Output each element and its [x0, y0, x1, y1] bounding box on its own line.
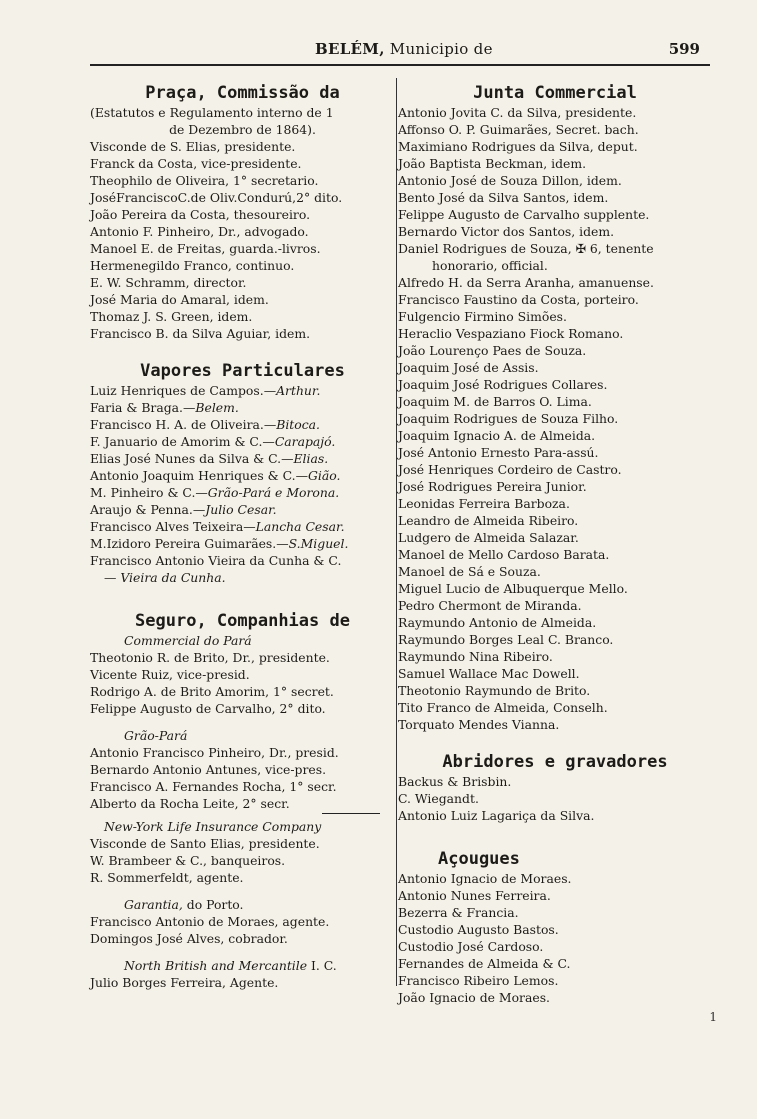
section-title-abridores: Abridores e gravadores: [442, 752, 668, 772]
owner-name: Francisco Alves Teixeira—: [90, 519, 256, 534]
list-item: Leandro de Almeida Ribeiro.: [398, 513, 579, 528]
list-item: João Ignacio de Moraes.: [398, 990, 550, 1005]
owner-name: Luiz Henriques de Campos.—: [90, 383, 277, 398]
list-item: Torquato Mendes Vianna.: [398, 717, 560, 732]
list-item: Backus & Brisbin.: [398, 774, 512, 789]
list-item: Manoel de Mello Cardoso Barata.: [398, 547, 610, 562]
list-item: R. Sommerfeldt, agente.: [90, 870, 244, 885]
vessel-name: Arthur.: [276, 383, 321, 398]
company-name-grao-para: Grão-Pará: [124, 728, 188, 743]
list-item: Bezerra & Francia.: [398, 905, 519, 920]
vessel-name: — Vieira da Cunha.: [104, 570, 226, 585]
list-item: Thomaz J. S. Green, idem.: [90, 309, 253, 324]
list-item: [90, 382, 395, 399]
list-item: Leonidas Ferreira Barboza.: [398, 496, 570, 511]
list-item: C. Wiegandt.: [398, 791, 479, 806]
owner-name: F. Januario de Amorim & C.—: [90, 434, 275, 449]
list-item: Theophilo de Oliveira, 1° secretario.: [90, 173, 319, 188]
list-item: Fulgencio Firmino Simões.: [398, 309, 567, 324]
list-item: Felippe Augusto de Carvalho, 2° dito.: [90, 701, 326, 716]
list-item: Raymundo Borges Leal C. Branco.: [398, 632, 614, 647]
list-item: José Henriques Cordeiro de Castro.: [398, 462, 622, 477]
list-item: Franck da Costa, vice-presidente.: [90, 156, 302, 171]
section-title-junta: Junta Commercial: [473, 83, 637, 103]
owner-name: Araujo & Penna.—: [90, 502, 206, 517]
list-item: João Pereira da Costa, thesoureiro.: [90, 207, 311, 222]
list-item: José Maria do Amaral, idem.: [90, 292, 269, 307]
list-item: [90, 552, 395, 569]
list-item: [90, 518, 395, 535]
list-item: João Baptista Beckman, idem.: [398, 156, 587, 171]
list-item: Bernardo Victor dos Santos, idem.: [398, 224, 615, 239]
list-item: Joaquim José Rodrigues Collares.: [398, 377, 608, 392]
vessel-name: Gião.: [307, 468, 341, 483]
company-name-commercial: Commercial do Pará: [124, 633, 252, 648]
list-item: Custodio Augusto Bastos.: [398, 922, 559, 937]
list-item: Francisco Antonio de Moraes, agente.: [90, 914, 330, 929]
list-item: Hermenegildo Franco, continuo.: [90, 258, 295, 273]
list-item: Antonio Nunes Ferreira.: [398, 888, 551, 903]
owner-name: M.Izidoro Pereira Guimarães.—: [90, 536, 289, 551]
owner-name: Faria & Braga.—: [90, 400, 196, 415]
company-name: Garantia,: [124, 897, 183, 912]
list-item: E. W. Schramm, director.: [90, 275, 247, 290]
list-item: Heraclio Vespaziano Fiock Romano.: [398, 326, 624, 341]
list-item: Visconde de S. Elias, presidente.: [90, 139, 296, 154]
section-title-vapores: Vapores Particulares: [140, 361, 345, 381]
praca-note-cont: de Dezembro de 1864).: [169, 122, 316, 137]
list-item: Francisco Ribeiro Lemos.: [398, 973, 559, 988]
list-item: Bento José da Silva Santos, idem.: [398, 190, 609, 205]
list-item: João Lourenço Paes de Souza.: [398, 343, 587, 358]
list-item: Bernardo Antonio Antunes, vice-pres.: [90, 762, 327, 777]
list-item: Antonio Ignacio de Moraes.: [398, 871, 572, 886]
city-name: BELÉM,: [315, 40, 385, 58]
list-item: Theotonio Raymundo de Brito.: [398, 683, 591, 698]
company-place: do Porto.: [182, 897, 244, 912]
list-item: [90, 399, 395, 416]
list-item: Affonso O. P. Guimarães, Secret. bach.: [398, 122, 639, 137]
company-suffix: I. C.: [307, 958, 337, 973]
list-item: [90, 433, 395, 450]
list-item: Domingos José Alves, cobrador.: [90, 931, 288, 946]
vessel-name: Carapajó.: [274, 434, 336, 449]
list-item: Miguel Lucio de Albuquerque Mello.: [398, 581, 628, 596]
list-item: Joaquim M. de Barros O. Lima.: [398, 394, 592, 409]
list-item: [90, 416, 395, 433]
list-item: [90, 484, 395, 501]
list-item: Samuel Wallace Mac Dowell.: [398, 666, 580, 681]
list-item: Antonio F. Pinheiro, Dr., advogado.: [90, 224, 309, 239]
list-item: JoséFranciscoC.de Oliv.Condurú,2° dito.: [90, 190, 343, 205]
owner-name: Elias José Nunes da Silva & C.—: [90, 451, 294, 466]
list-item: Custodio José Cardoso.: [398, 939, 544, 954]
list-item: Alberto da Rocha Leite, 2° secr.: [90, 796, 290, 811]
section-title-acougues: Açougues: [438, 849, 520, 869]
list-item: Daniel Rodrigues de Souza, ✠ 6, tenente: [398, 241, 654, 256]
list-item: Manoel E. de Freitas, guarda.-livros.: [90, 241, 321, 256]
list-item: Francisco Faustino da Costa, porteiro.: [398, 292, 639, 307]
running-head-subtitle: Municipio de: [389, 40, 493, 58]
owner-name: Antonio Joaquim Henriques & C.—: [90, 468, 308, 483]
vessel-name: Belem.: [195, 400, 239, 415]
running-head: [315, 40, 493, 58]
list-item: Antonio Jovita C. da Silva, presidente.: [398, 105, 637, 120]
list-item: Manoel de Sá e Souza.: [398, 564, 541, 579]
vapores-list: [90, 382, 395, 586]
list-item: Joaquim Ignacio A. de Almeida.: [398, 428, 596, 443]
list-item: Raymundo Antonio de Almeida.: [398, 615, 597, 630]
list-item: [90, 450, 395, 467]
list-item: Rodrigo A. de Brito Amorim, 1° secret.: [90, 684, 334, 699]
list-item: Francisco A. Fernandes Rocha, 1° secr.: [90, 779, 337, 794]
list-item: Alfredo H. da Serra Aranha, amanuense.: [398, 275, 654, 290]
footer-mark: 1: [709, 1010, 717, 1024]
list-item: [90, 467, 395, 484]
list-item: [90, 501, 395, 518]
list-item: Visconde de Santo Elias, presidente.: [90, 836, 320, 851]
company-name-garantia: [90, 896, 395, 913]
list-item: [90, 569, 395, 586]
list-item: Joaquim Rodrigues de Souza Filho.: [398, 411, 619, 426]
list-item: Antonio José de Souza Dillon, idem.: [398, 173, 622, 188]
list-item: José Rodrigues Pereira Junior.: [398, 479, 587, 494]
list-item: José Antonio Ernesto Para-assú.: [398, 445, 599, 460]
list-item: Vicente Ruiz, vice-presid.: [90, 667, 250, 682]
praca-note: (Estatutos e Regulamento interno de 1: [90, 105, 334, 120]
company-name-new-york: New-York Life Insurance Company: [104, 819, 322, 834]
short-rule: [322, 813, 380, 814]
vessel-name: S.Miguel.: [288, 536, 349, 551]
company-name: North British and Mercantile: [124, 958, 308, 973]
left-column: [90, 82, 395, 991]
column-divider: [396, 78, 397, 986]
owner-name: M. Pinheiro & C.—: [90, 485, 208, 500]
list-item: Joaquim José de Assis.: [398, 360, 539, 375]
list-item: Pedro Chermont de Miranda.: [398, 598, 582, 613]
vessel-name: Elias.: [293, 451, 329, 466]
list-item: Felippe Augusto de Carvalho supplente.: [398, 207, 650, 222]
vessel-name: Julio Cesar.: [205, 502, 277, 517]
owner-name: Francisco H. A. de Oliveira.—: [90, 417, 277, 432]
page-header: [90, 40, 710, 64]
list-item: Theotonio R. de Brito, Dr., presidente.: [90, 650, 330, 665]
section-title-praca: Praça, Commissão da: [145, 83, 340, 103]
list-item: Fernandes de Almeida & C.: [398, 956, 571, 971]
list-item: Antonio Luiz Lagariça da Silva.: [398, 808, 595, 823]
list-item: Francisco B. da Silva Aguiar, idem.: [90, 326, 311, 341]
vessel-name: Lancha Cesar.: [255, 519, 345, 534]
list-item: honorario, official.: [432, 258, 548, 273]
list-item: [90, 535, 395, 552]
header-rule: [90, 64, 710, 66]
list-item: Raymundo Nina Ribeiro.: [398, 649, 553, 664]
list-item: Maximiano Rodrigues da Silva, deput.: [398, 139, 638, 154]
list-item: W. Brambeer & C., banqueiros.: [90, 853, 286, 868]
owner-name: Francisco Antonio Vieira da Cunha & C.: [90, 553, 342, 568]
list-item: Tito Franco de Almeida, Conselh.: [398, 700, 608, 715]
junta-list: [398, 104, 712, 733]
list-item: Julio Borges Ferreira, Agente.: [90, 975, 279, 990]
page-number: 599: [668, 40, 700, 58]
praca-list: [90, 138, 395, 342]
company-name-north-british: [90, 957, 395, 974]
vessel-name: Bitoca.: [276, 417, 320, 432]
vessel-name: Grão-Pará e Morona.: [207, 485, 340, 500]
list-item: Antonio Francisco Pinheiro, Dr., presid.: [90, 745, 339, 760]
right-column: [398, 82, 712, 1006]
list-item: Ludgero de Almeida Salazar.: [398, 530, 579, 545]
section-title-seguro: Seguro, Companhias de: [135, 611, 350, 631]
